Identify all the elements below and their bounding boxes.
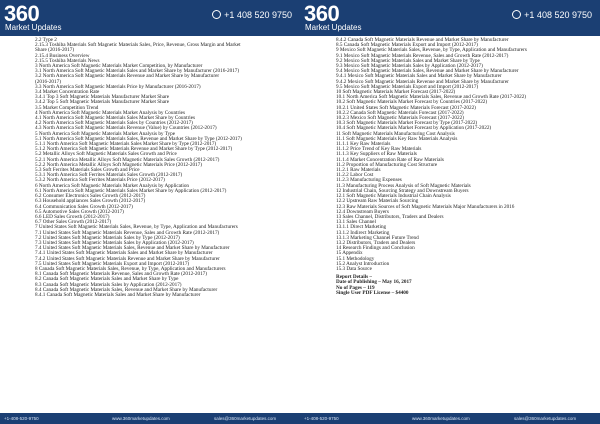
toc-line: 4.3 North America Soft Magnetic Materials Revenue (Value) by Countries (2012-2017) (35, 125, 217, 132)
toc-line: 10.2.1 United States Soft Magnetic Materials Forecast (2017-2022) (336, 104, 476, 111)
footer-website[interactable]: www.360marketupdates.com (412, 416, 470, 421)
toc-line: 11.3 Manufacturing Process Analysis of Soft Magnetic Materials (336, 182, 471, 189)
toc-line: 6.7 Other Sales Growth (2012-2017) (35, 219, 112, 226)
report-details-heading: Report Details – (336, 274, 373, 281)
toc-line: 9.2 Mexico Soft Magnetic Materials Sales and Market Share by Type (336, 57, 480, 64)
toc-line: 5.1 North America Soft Magnetic Materials Sales, Revenue and Market Share by Type (2012-2017) (35, 135, 242, 142)
toc-line: 3.4 Market Concentration Rate (35, 89, 100, 96)
header-phone[interactable] (512, 10, 592, 20)
toc-line: 12.2 Upstream Raw Materials Sourcing (336, 198, 419, 205)
toc-line: 3.3 North America Soft Magnetic Materials Price by Manufacturer (2016-2017) (35, 83, 201, 90)
header-phone-number: +1 408 520 9750 (224, 10, 292, 20)
toc-line: 10.1 North America Soft Magnetic Materials Sales, Revenue and Growth Rate (2017-2022) (336, 94, 527, 101)
toc-line: 11.2.3 Manufacturing Expenses (336, 177, 402, 184)
toc-line: 5.3 Soft Ferrites Materials Sales Growth and Price (35, 167, 140, 174)
toc-line: 7.4.1 United States Soft Magnetic Materials Sales and Market Share by Manufacturer (35, 250, 213, 257)
toc-line: 7.5 United States Soft Magnetic Materials Export and Import (2012-2017) (35, 260, 190, 267)
toc-line: 13.1.2 Indirect Marketing (336, 229, 390, 236)
toc-line: 13.1.1 Direct Marketing (336, 224, 387, 231)
report-detail: Single User PDF License – $4400 (336, 289, 409, 296)
toc-line: 5.3.2 North America Soft Ferrites Materials Price (2012-2017) (35, 177, 165, 184)
toc-line: 5 North America Soft Magnetic Materials Market Analysis by Type (35, 130, 176, 137)
toc-line: 11.2 Proportion of Manufacturing Cost Structure (336, 161, 438, 168)
toc-line: 10.4 Soft Magnetic Materials Market Forecast by Application (2017-2022) (336, 125, 492, 132)
report-page-right (300, 0, 600, 424)
toc-line: 8.4.1 Canada Soft Magnetic Materials Sales and Market Share by Manufacturer (35, 291, 201, 298)
toc-line: 2.2 Type 2 (35, 37, 57, 43)
toc-line: 11.2.2 Labor Cost (336, 172, 374, 179)
toc-line: 8.5 Canada Soft Magnetic Materials Export and Import (2012-2017) (336, 42, 478, 49)
toc-line: 5.1.2 North America Soft Magnetic Materials Revenue and Market Share by Type (2012-2017) (35, 146, 233, 153)
toc-list-right (336, 38, 598, 296)
toc-line: 8.4 Canada Soft Magnetic Materials Sales, Revenue and Market Share by Manufacturer (35, 286, 218, 293)
report-detail: Date of Publishing – May 16, 2017 (336, 279, 412, 286)
toc-line: 13.1.3 Marketing Channel Future Trend (336, 234, 419, 241)
page-footer (300, 413, 600, 424)
brand-subtitle: Market Updates (5, 23, 62, 32)
toc-line: 15.1 Methodology (336, 255, 375, 262)
toc-line: 10.2.3 Mexico Soft Magnetic Materials Forecast (2017-2022) (336, 115, 464, 122)
phone-icon (512, 10, 521, 19)
toc-line: 13.1 Sales Channel (336, 219, 376, 226)
toc-line: 11.1 Soft Magnetic Materials Key Raw Materials Analysis (336, 135, 458, 142)
toc-line: 5.2 Metallic Alloys Soft Magnetic Materials Sales Growth and Price (35, 151, 177, 158)
toc-line: 10.2 Soft Magnetic Materials Market Forecast by Countries (2017-2022) (336, 99, 488, 106)
toc-line: 6.2 Consumer Electronics Sales Growth (2012-2017) (35, 193, 146, 200)
toc-line: 10.3 Soft Magnetic Materials Market Forecast by Type (2017-2022) (336, 120, 478, 127)
brand-logo (4, 3, 82, 33)
toc-line: 9.3 Mexico Soft Magnetic Materials Sales by Application (2012-2017) (336, 63, 483, 70)
toc-line: 11.1.1 Key Raw Materials (336, 141, 391, 148)
toc-line: 8.4.2 Canada Soft Magnetic Materials Revenue and Market Share by Manufacturer (336, 37, 509, 43)
footer-website[interactable]: www.360marketupdates.com (112, 416, 170, 421)
header-phone[interactable] (212, 10, 292, 20)
toc-line: 6.3 Household appliances Sales Growth (2012-2017) (35, 198, 146, 205)
footer-phone[interactable]: +1-408-520-9750 (4, 416, 39, 421)
toc-line: 14 Research Findings and Conclusion (336, 245, 415, 252)
toc-line: 8.1 Canada Soft Magnetic Materials Revenue, Sales and Growth Rate (2012-2017) (35, 271, 208, 278)
toc-line: 2.15.5 Toshiba Materials News (35, 57, 100, 64)
phone-icon (212, 10, 221, 19)
toc-line: 7.1 United States Soft Magnetic Materials Revenue, Sales and Growth Rate (2012-2017) (35, 229, 220, 236)
toc-line: 6.5 Automotive Sales Growth (2012-2017) (35, 208, 124, 215)
toc-line: 15.3 Data Source (336, 265, 372, 272)
brand-logo (304, 3, 382, 33)
footer-email[interactable]: sales@360marketupdates.com (514, 416, 577, 421)
page-footer (0, 413, 300, 424)
toc-line: 5.2.2 North America Metallic Alloys Soft Magnetic Materials Price (2012-2017) (35, 161, 202, 168)
toc-line: 9 Mexico Soft Magnetic Materials Sales, Revenue, by Type, Application and Manufacturers (336, 47, 527, 54)
toc-line: 6.1 North America Soft Magnetic Materials Sales Market Share by Application (2012-2017) (35, 187, 227, 194)
toc-line: 5.1.1 North America Soft Magnetic Materials Sales Market Share by Type (2012-2017) (35, 141, 217, 148)
header-phone-number: +1 408 520 9750 (524, 10, 592, 20)
toc-line: 9.4.1 Mexico Soft Magnetic Materials Sales and Market Share by Manufacturer (336, 73, 502, 80)
toc-line: 3.5 Market Competition Trend (35, 104, 99, 111)
brand-number: 360 (4, 1, 40, 26)
toc-line: 11.1.3 Key Suppliers of Raw Materials (336, 151, 417, 158)
report-detail: No of Pages – 119 (336, 284, 375, 291)
toc-line: 4.1 North America Soft Magnetic Materials Sales Market Share by Countries (35, 115, 196, 122)
toc-line: 12 Industrial Chain, Sourcing Strategy and Downstream Buyers (336, 187, 469, 194)
toc-line: 13.2 Distributors, Traders and Dealers (336, 239, 416, 246)
toc-line: 10 Soft Magnetic Materials Market Forecast (2017-2022) (336, 89, 456, 96)
toc-line: 2.15.4 Business Overview (35, 52, 90, 59)
toc-line: 10.2.2 Canada Soft Magnetic Materials Forecast (2017-2022) (336, 109, 464, 116)
toc-line: (2016-2017) (35, 78, 61, 85)
toc-line: 8 Canada Soft Magnetic Materials Sales, Revenue, by Type, Application and Manufacturers (35, 265, 226, 272)
toc-line: 6.6 LED Sales Growth (2012-2017) (35, 213, 110, 220)
toc-line: 7.4.2 United States Soft Magnetic Materials Revenue and Market Share by Manufacturer (35, 255, 220, 262)
toc-line: 3.4.1 Top 3 Soft Magnetic Materials Manufacturer Market Share (35, 94, 170, 101)
toc-line: 7 United States Soft Magnetic Materials Sales, Revenue, by Type, Application and Manufacturers (35, 224, 238, 231)
toc-line: 12.1 Soft Magnetic Materials Industrial Chain Analysis (336, 193, 451, 200)
toc-line: 9.1 Mexico Soft Magnetic Materials Revenue, Sales and Growth Rate (2012-2017) (336, 52, 509, 59)
toc-line: 5.2.1 North America Metallic Alloys Soft Magnetic Materials Sales Growth (2012-2017) (35, 156, 220, 163)
brand-subtitle: Market Updates (305, 23, 362, 32)
footer-email[interactable]: sales@360marketupdates.com (214, 416, 277, 421)
toc-line: 8.2 Canada Soft Magnetic Materials Sales and Market Share by Type (35, 276, 179, 283)
toc-line: Share (2016-2017) (35, 47, 75, 54)
toc-line: 15.2 Analyst Introduction (336, 260, 390, 267)
toc-line: 3.2 North America Soft Magnetic Materials Revenue and Market Share by Manufacturer (35, 73, 220, 80)
toc-line: 2.15.3 Toshiba Materials Soft Magnetic Materials Sales, Price, Revenue, Gross Margin and Market (35, 42, 241, 49)
toc-line: 3 North America Soft Magnetic Materials Market Competition, by Manufacturer (35, 63, 203, 70)
toc-line: 13 Sales Channel, Distributors, Traders and Dealers (336, 213, 444, 220)
toc-line: 3.4.2 Top 5 Soft Magnetic Materials Manufacturer Market Share (35, 99, 170, 106)
toc-line: 9.4.2 Mexico Soft Magnetic Materials Revenue and Market Share by Manufacturer (336, 78, 509, 85)
page-header (300, 0, 600, 36)
toc-line: 3.1 North America Soft Magnetic Materials Sales and Market Share by Manufacturer (2016-2017) (35, 68, 240, 75)
toc-line: 7.2 United States Soft Magnetic Materials Sales by Type (2012-2017) (35, 234, 180, 241)
toc-list-left (35, 38, 297, 298)
toc-line: 8.3 Canada Soft Magnetic Materials Sales by Application (2012-2017) (35, 281, 182, 288)
footer-phone[interactable]: +1-408-520-9750 (304, 416, 339, 421)
toc-line: 11.1.4 Market Concentration Rate of Raw Materials (336, 156, 444, 163)
toc-line: 9.4 Mexico Soft Magnetic Materials Sales, Revenue and Market Share by Manufacturer (336, 68, 519, 75)
brand-number: 360 (304, 1, 340, 26)
toc-line: 11 Soft Magnetic Materials Manufacturing Cost Analysis (336, 130, 455, 137)
toc-line: 11.2.1 Raw Materials (336, 167, 381, 174)
toc-line: 9.5 Mexico Soft Magnetic Materials Export and Import (2012-2017) (336, 83, 479, 90)
toc-line: 4.2 North America Soft Magnetic Materials Sales by Countries (2012-2017) (35, 120, 193, 127)
toc-line: 7.4 United States Soft Magnetic Materials Sales, Revenue and Market Share by Manufacturer (35, 245, 230, 252)
toc-line: 5.3.1 North America Soft Ferrites Materials Sales Growth (2012-2017) (35, 172, 183, 179)
toc-line: 7.3 United States Soft Magnetic Materials Sales by Application (2012-2017) (35, 239, 194, 246)
toc-line: 6 North America Soft Magnetic Materials Market Analysis by Application (35, 182, 190, 189)
toc-line: 12.4 Downstream Buyers (336, 208, 389, 215)
toc-line: 12.3 Raw Materials Sources of Soft Magnetic Materials Major Manufacturers in 2016 (336, 203, 515, 210)
toc-line: 4 North America Soft Magnetic Materials Market Analysis by Countries (35, 109, 185, 116)
toc-line: 6.4 Communication Sales Growth (2012-2017) (35, 203, 133, 210)
toc-line: 11.1.2 Price Trend of Key Raw Materials (336, 146, 422, 153)
toc-line: 15 Appendix (336, 250, 363, 257)
page-header (0, 0, 300, 36)
